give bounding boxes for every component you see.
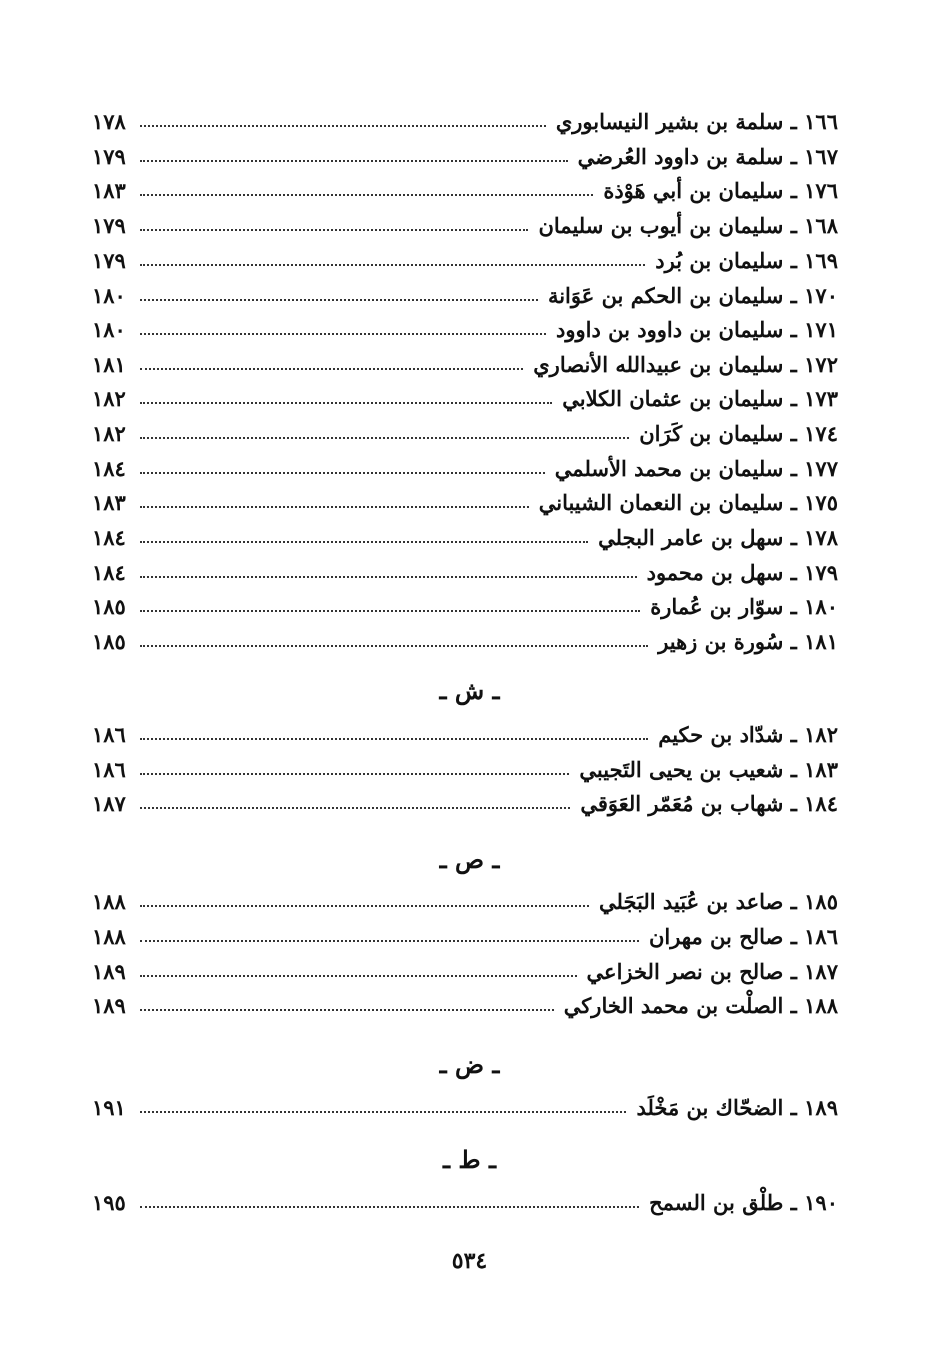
index-entry: [92, 347, 838, 381]
entry-name: ١٧٥ ـ سليمان بن النعمان الشيباني: [538, 489, 838, 515]
entry-page: ١٩٥: [92, 1189, 126, 1215]
dot-leader: [140, 437, 629, 439]
index-entry: [92, 208, 838, 242]
entry-page: ١٨٤: [92, 524, 126, 550]
entry-name: ١٨٠ ـ سوّار بن عُمارة: [650, 593, 838, 619]
entry-page: ١٨٩: [92, 958, 126, 984]
index-entry: [92, 589, 838, 623]
dot-leader: [140, 506, 529, 508]
entry-name: ١٧٦ ـ سليمان بن أبي هَوْذة: [603, 177, 838, 203]
entry-page: ١٨٦: [92, 756, 126, 782]
entry-name: ١٨٦ ـ صالح بن مهران: [648, 923, 838, 949]
entry-page: ١٨٣: [92, 489, 126, 515]
entry-name: ١٨٩ ـ الضحّاك بن مَخْلَد: [636, 1094, 838, 1120]
entry-name: ١٧٧ ـ سليمان بن محمد الأسلمي: [554, 455, 838, 481]
entry-name: ١٦٧ ـ سلمة بن داوود العُرضي: [577, 143, 838, 169]
index-entry: [92, 884, 838, 918]
dot-leader: [140, 1111, 626, 1113]
index-entry: [92, 1090, 838, 1124]
index-entry: [92, 919, 838, 953]
dot-leader: [140, 160, 568, 162]
dot-leader: [140, 368, 523, 370]
index-entry: [92, 717, 838, 751]
entry-name: ١٧٤ ـ سليمان بن كَرَان: [639, 420, 838, 446]
entry-name: ١٧٨ ـ سهل بن عامر البجلي: [598, 524, 838, 550]
entry-name: ١٨٤ ـ شهاب بن مُعَمّر العَوَقي: [580, 790, 838, 816]
index-entry: [92, 988, 838, 1022]
section-heading: ـ ض ـ: [439, 1050, 500, 1079]
index-entry: [92, 104, 838, 138]
entry-name: ١٧٣ ـ سليمان بن عثمان الكلابي: [562, 385, 838, 411]
index-entry: [92, 381, 838, 415]
entry-page: ١٨٤: [92, 559, 126, 585]
entry-page: ١٨٨: [92, 888, 126, 914]
entry-name: ١٦٩ ـ سليمان بن بُرد: [655, 247, 838, 273]
page-number: ٥٣٤: [451, 1248, 488, 1274]
dot-leader: [140, 541, 588, 543]
index-entry: [92, 752, 838, 786]
entry-page: ١٨٥: [92, 593, 126, 619]
dot-leader: [140, 1206, 639, 1208]
entry-page: ١٧٩: [92, 143, 126, 169]
index-entry: [92, 139, 838, 173]
entry-name: ١٧١ ـ سليمان بن داوود بن داوود: [555, 316, 838, 342]
index-entry: [92, 278, 838, 312]
entry-name: ١٨٨ ـ الصلْت بن محمد الخاركي: [563, 992, 838, 1018]
index-entry: [92, 416, 838, 450]
entry-page: ١٨١: [92, 351, 126, 377]
entry-page: ١٨٥: [92, 628, 126, 654]
index-entry: [92, 624, 838, 658]
index-entry: [92, 520, 838, 554]
section-heading: ـ ص ـ: [439, 845, 500, 874]
entry-page: ١٧٨: [92, 108, 126, 134]
index-entry: [92, 243, 838, 277]
dot-leader: [140, 299, 538, 301]
dot-leader: [140, 807, 570, 809]
dot-leader: [140, 645, 648, 647]
index-entry: [92, 173, 838, 207]
entry-name: ١٩٠ ـ طلْق بن السمح: [649, 1189, 838, 1215]
entry-page: ١٨٠: [92, 316, 126, 342]
index-entry: [92, 1185, 838, 1219]
index-entry: [92, 451, 838, 485]
entry-page: ١٨٢: [92, 420, 126, 446]
entry-name: ١٧٢ ـ سليمان بن عبيدالله الأنصاري: [533, 351, 838, 377]
entry-page: ١٨٧: [92, 790, 126, 816]
index-entry: [92, 555, 838, 589]
index-entry: [92, 954, 838, 988]
entry-name: ١٨٢ ـ شدّاد بن حكيم: [658, 721, 838, 747]
entry-page: ١٨٦: [92, 721, 126, 747]
entry-name: ١٨٣ ـ شعيب بن يحيى التَجيبي: [579, 756, 838, 782]
index-entry: [92, 312, 838, 346]
index-entry: [92, 786, 838, 820]
dot-leader: [140, 773, 569, 775]
entry-name: ١٧٩ ـ سهل بن محمود: [646, 559, 838, 585]
dot-leader: [140, 333, 546, 335]
dot-leader: [140, 1009, 554, 1011]
entry-page: ١٨٩: [92, 992, 126, 1018]
entry-page: ١٩١: [92, 1094, 126, 1120]
entry-page: ١٧٩: [92, 212, 126, 238]
dot-leader: [140, 610, 640, 612]
entry-page: ١٨٨: [92, 923, 126, 949]
entry-page: ١٨٤: [92, 455, 126, 481]
entry-page: ١٨٣: [92, 177, 126, 203]
entry-name: ١٦٦ ـ سلمة بن بشير النيسابوري: [555, 108, 838, 134]
dot-leader: [140, 472, 545, 474]
dot-leader: [140, 905, 589, 907]
entry-page: ١٧٩: [92, 247, 126, 273]
dot-leader: [140, 576, 637, 578]
entry-page: ١٨٢: [92, 385, 126, 411]
section-heading: ـ ش ـ: [439, 676, 500, 705]
entry-name: ١٨٧ ـ صالح بن نصر الخزاعي: [586, 958, 838, 984]
section-heading: ـ ط ـ: [443, 1145, 496, 1174]
dot-leader: [140, 229, 528, 231]
dot-leader: [140, 402, 552, 404]
dot-leader: [140, 264, 645, 266]
index-entry: [92, 485, 838, 519]
entry-name: ١٦٨ ـ سليمان بن أيوب بن سليمان: [538, 212, 838, 238]
entry-name: ١٨٥ ـ صاعد بن عُبَيد البَجَلي: [599, 888, 838, 914]
dot-leader: [140, 125, 546, 127]
entry-page: ١٨٠: [92, 282, 126, 308]
dot-leader: [140, 975, 577, 977]
dot-leader: [140, 940, 639, 942]
dot-leader: [140, 738, 648, 740]
entry-name: ١٨١ ـ سُورة بن زهير: [658, 628, 838, 654]
entry-name: ١٧٠ ـ سليمان بن الحكم بن عَوَانة: [547, 282, 838, 308]
dot-leader: [140, 194, 593, 196]
